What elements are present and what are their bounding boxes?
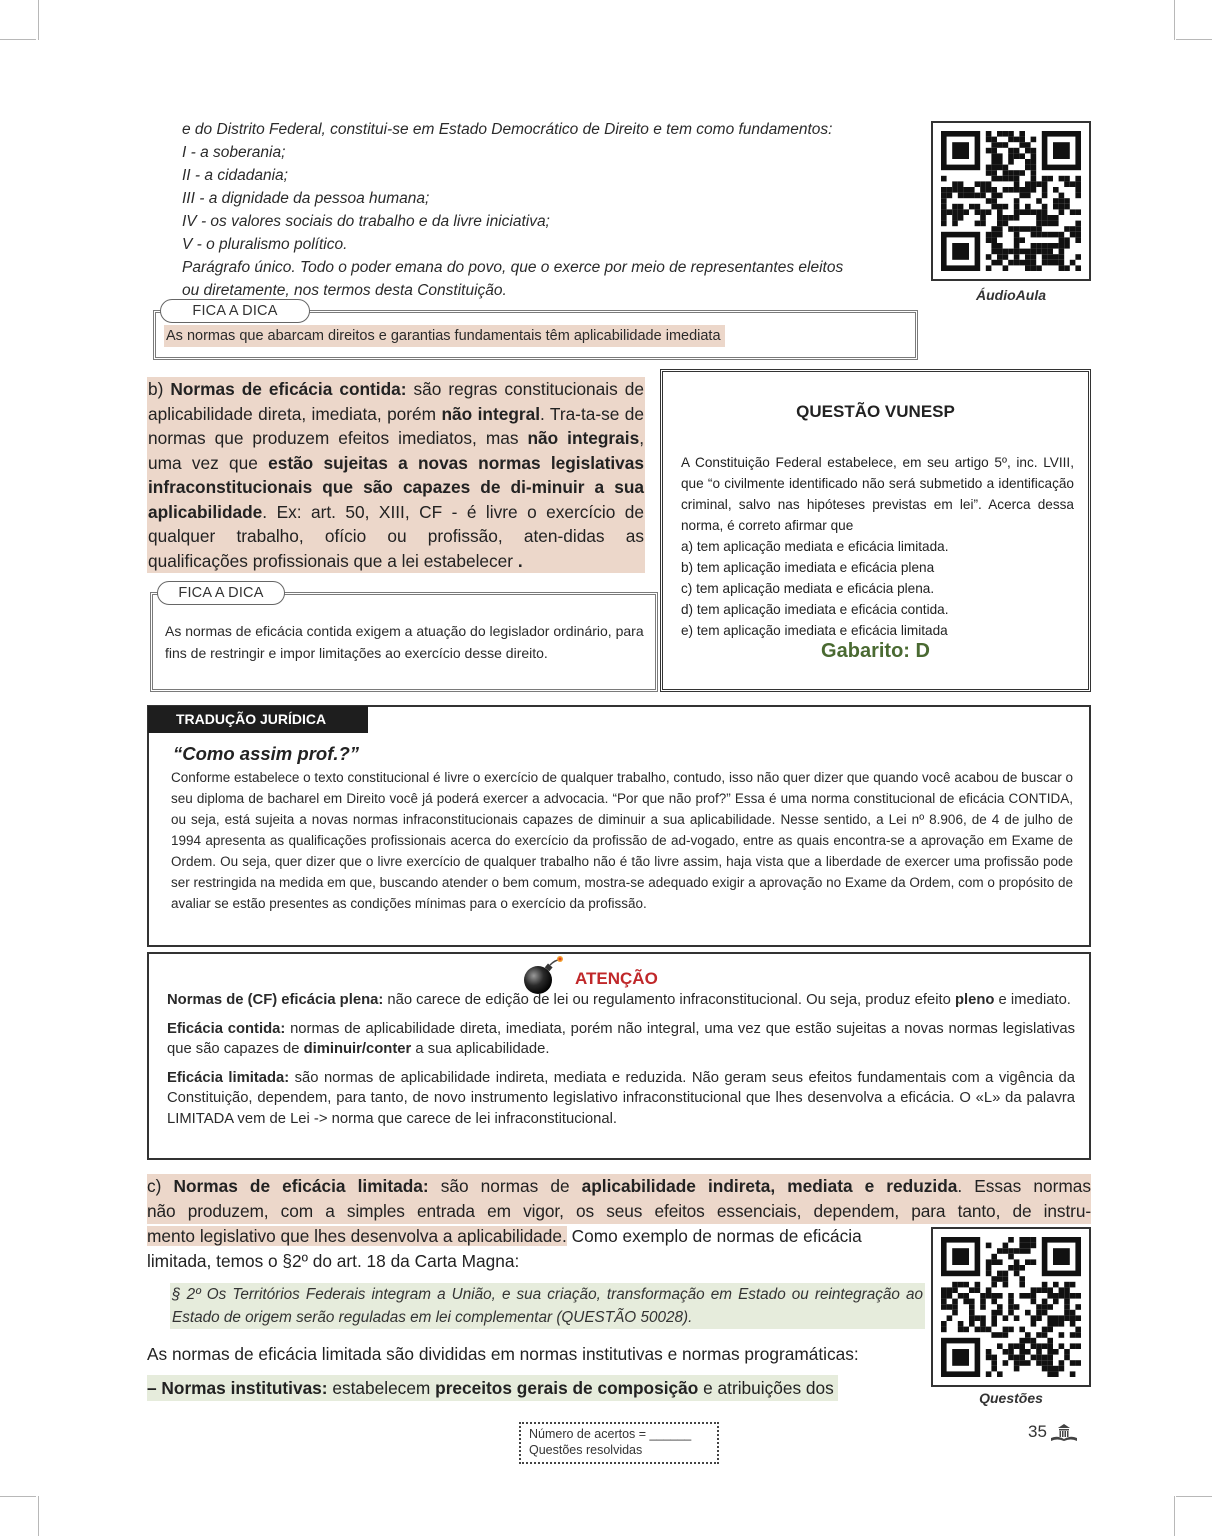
- division-text: As normas de eficácia limitada são divididas em normas institutivas e normas programáticas:: [147, 1344, 859, 1364]
- law-line: IV - os valores sociais do trabalho e da livre iniciativa;: [182, 213, 550, 230]
- tip-label-2: FICA A DICA: [157, 581, 285, 605]
- atencao-item: [167, 1019, 1075, 1060]
- section-c-line: limitada, temos o §2º do art. 18 da Carta Magna:: [147, 1251, 520, 1271]
- section-b-text: . Ex: art. 50, XIII, CF - é livre o exercício de qualquer trabalho, ofício ou profissão, aten-didas as qualificações profissionais que a lei estabelecer: [148, 501, 644, 571]
- vunesp-option: e) tem aplicação imediata e eficácia limitada: [681, 623, 948, 638]
- section-b-paragraph: [147, 377, 645, 573]
- section-b-end: .: [517, 550, 523, 571]
- law-line: Parágrafo único. Todo o poder emana do povo, que o exerce por meio de representantes eleitos: [182, 259, 844, 276]
- atencao-item: [167, 990, 1075, 1011]
- crop-mark: [1176, 39, 1212, 40]
- vunesp-options: [681, 536, 949, 641]
- vunesp-question-box: [660, 369, 1091, 692]
- section-b-bold: estão sujeitas a novas normas legislativas infraconstitucionais que são capazes de di-minuir a sua aplicabilidade: [148, 452, 645, 522]
- institutivas-text: [147, 1375, 838, 1401]
- book-temple-icon: [1050, 1422, 1078, 1442]
- institutivas-term: – Normas institutivas:: [147, 1378, 328, 1398]
- qr-code-icon: [941, 131, 1081, 271]
- section-b-prefix: b): [148, 379, 171, 399]
- law-line: V - o pluralismo político.: [182, 236, 348, 253]
- atencao-item: [167, 1068, 1075, 1130]
- vunesp-statement: A Constituição Federal estabelece, em seu artigo 5º, inc. LVIII, que “o civilmente identificado não será submetido a identificação criminal, salvo nas hipóteses previstas em lei”. Acerca dessa norma, é correto afirmar que: [681, 455, 1074, 533]
- atencao-bold: pleno: [954, 992, 995, 1008]
- section-b-bold: não integrais: [527, 428, 640, 448]
- atencao-text: não carece de edição de lei ou regulamento infraconstitucional. Ou seja, produz efeito: [383, 992, 955, 1008]
- tip-text-2: As normas de eficácia contida exigem a atuação do legislador ordinário, para fins de restringir e impor limitações ao exercício desse direito.: [165, 623, 644, 661]
- vunesp-answer: Gabarito: D: [821, 640, 930, 662]
- crop-mark: [0, 39, 36, 40]
- law-excerpt: [182, 118, 927, 302]
- score-line: Questões resolvidas: [529, 1443, 643, 1457]
- section-c-text: são normas de: [428, 1176, 582, 1196]
- atencao-title: ATENÇÃO: [575, 969, 658, 988]
- qr-caption-questions: Questões: [979, 1390, 1043, 1406]
- section-c-highlight: mento legislativo que lhes desenvolva a aplicabilidade.: [147, 1226, 567, 1246]
- vunesp-title: QUESTÃO VUNESP: [796, 402, 955, 421]
- traducao-tab: TRADUÇÃO JURÍDICA: [148, 706, 368, 733]
- crop-mark: [1174, 0, 1175, 40]
- atencao-term: Normas de (CF) eficácia plena:: [167, 992, 384, 1008]
- tip-text-1: As normas que abarcam direitos e garantias fundamentais têm aplicabilidade imediata: [164, 325, 725, 347]
- atencao-term: Eficácia contida:: [167, 1020, 286, 1037]
- atencao-text: e imediato.: [994, 992, 1071, 1008]
- vunesp-option: d) tem aplicação imediata e eficácia contida.: [681, 602, 949, 617]
- section-c-prefix: c): [147, 1176, 174, 1196]
- atencao-body: [167, 990, 1075, 1137]
- law-line: e do Distrito Federal, constitui-se em Estado Democrático de Direito e tem como fundamentos:: [182, 121, 833, 138]
- law-line: ou diretamente, nos termos desta Constituição.: [182, 282, 507, 299]
- vunesp-option: c) tem aplicação mediata e eficácia plena.: [681, 581, 935, 596]
- traducao-body: Conforme estabelece o texto constitucional é livre o exercício de qualquer trabalho, contudo, isso não quer dizer que quando você acabou de buscar o seu diploma de bacharel em Direito você já poderá exercer a advocacia. “Por que não prof?” Essa é uma norma constitucional de eficácia CONTIDA, ou seja, está sujeita a novas normas infraconstitucionais capazes de diminuir a sua aplicabilidade. Nesse sentido, a Lei nº 8.906, de 4 de julho de 1994 apresenta as qualificações profissionais acerca do exercício da profissão de ad-vogado, entre as quais encontra-se a aprovação em Exame de Ordem. Ou seja, quer dizer que o livre exercício de qualquer trabalho não é tão livre assim, haja vista que a liberdade de exercer uma profissão pode ser restringida na medida em que, buscando atender o bem comum, mostra-se adequado exigir a aprovação no Exame da Ordem, com o propósito de avaliar se estão presentes as condições mínimas para o exercício da profissão.: [171, 770, 1073, 911]
- atencao-box: [147, 952, 1091, 1160]
- section-c-term: Normas de eficácia limitada:: [173, 1176, 429, 1196]
- section-c-line: [147, 1174, 1091, 1199]
- traducao-juridica-box: [147, 705, 1091, 947]
- atencao-bold: diminuir/conter: [303, 1041, 412, 1057]
- score-line: Número de acertos = ______: [529, 1427, 692, 1441]
- crop-mark: [1174, 1496, 1175, 1536]
- section-c-text: . Essas normas: [957, 1176, 1091, 1196]
- crop-mark: [38, 1496, 39, 1536]
- law-line: I - a soberania;: [182, 144, 286, 161]
- institutivas-bold: preceitos gerais de composição: [435, 1378, 699, 1398]
- section-b-term: Normas de eficácia contida:: [170, 379, 407, 399]
- section-c-quote: § 2º Os Territórios Federais integram a União, e sua criação, transformação em Estado ou reintegração ao Estado de origem serão reguladas em lei complementar (QUESTÃO 50028).: [170, 1283, 925, 1329]
- section-b-text: , uma vez que: [148, 428, 644, 473]
- crop-mark: [38, 0, 39, 40]
- traducao-heading: “Como assim prof.?”: [173, 743, 360, 764]
- section-c-bold: aplicabilidade indireta, mediata e reduzida: [581, 1176, 958, 1196]
- law-line: II - a cidadania;: [182, 167, 288, 184]
- qr-code-icon: [941, 1237, 1081, 1377]
- section-b-text: são regras constitucionais de aplicabilidade direta, imediata, porém: [148, 379, 644, 424]
- atencao-term: Eficácia limitada:: [167, 1069, 290, 1086]
- crop-mark: [0, 1496, 36, 1497]
- law-line: III - a dignidade da pessoa humana;: [182, 190, 430, 207]
- qr-code-audio[interactable]: [931, 121, 1091, 281]
- institutivas-text-part: estabelecem: [327, 1378, 436, 1398]
- crop-mark: [1176, 1496, 1212, 1497]
- page-number: [1028, 1422, 1078, 1442]
- institutivas-text-part: e atribuições dos: [698, 1378, 834, 1398]
- vunesp-option: b) tem aplicação imediata e eficácia plena: [681, 560, 935, 575]
- section-c-line: não produzem, com a simples entrada em vigor, os seus efeitos essenciais, dependem, para tanto, de instru-: [147, 1199, 1091, 1224]
- tip-label-1: FICA A DICA: [160, 299, 310, 323]
- atencao-text: a sua aplicabilidade.: [411, 1041, 550, 1057]
- atencao-text: normas de aplicabilidade direta, imediata, porém não integral, uma vez que estão sujeitas a novas normas legislativas que são capazes de: [167, 1020, 1075, 1057]
- page-number-text: 35: [1028, 1422, 1047, 1441]
- atencao-text: são normas de aplicabilidade indireta, mediata e reduzida. Não geram seus efeitos fundamentais com a vigência da Constituição, dependem, para tanto, de novo instrumento legislativo infraconstitucional que lhes desenvolva a eficácia. O «L» da palavra LIMITADA vem de Lei -> norma que carece de lei infraconstitucional.: [167, 1069, 1075, 1127]
- qr-caption-audio: ÁudioAula: [976, 287, 1046, 303]
- section-b-bold: não integral: [441, 403, 541, 424]
- vunesp-option: a) tem aplicação mediata e eficácia limitada.: [681, 539, 949, 554]
- score-box: [519, 1422, 719, 1464]
- section-c-text: Como exemplo de normas de eficácia: [566, 1226, 862, 1246]
- section-b-text: . Tra-ta-se de normas que produzem efeitos imediatos, mas: [148, 403, 644, 448]
- qr-code-questions[interactable]: [931, 1227, 1091, 1387]
